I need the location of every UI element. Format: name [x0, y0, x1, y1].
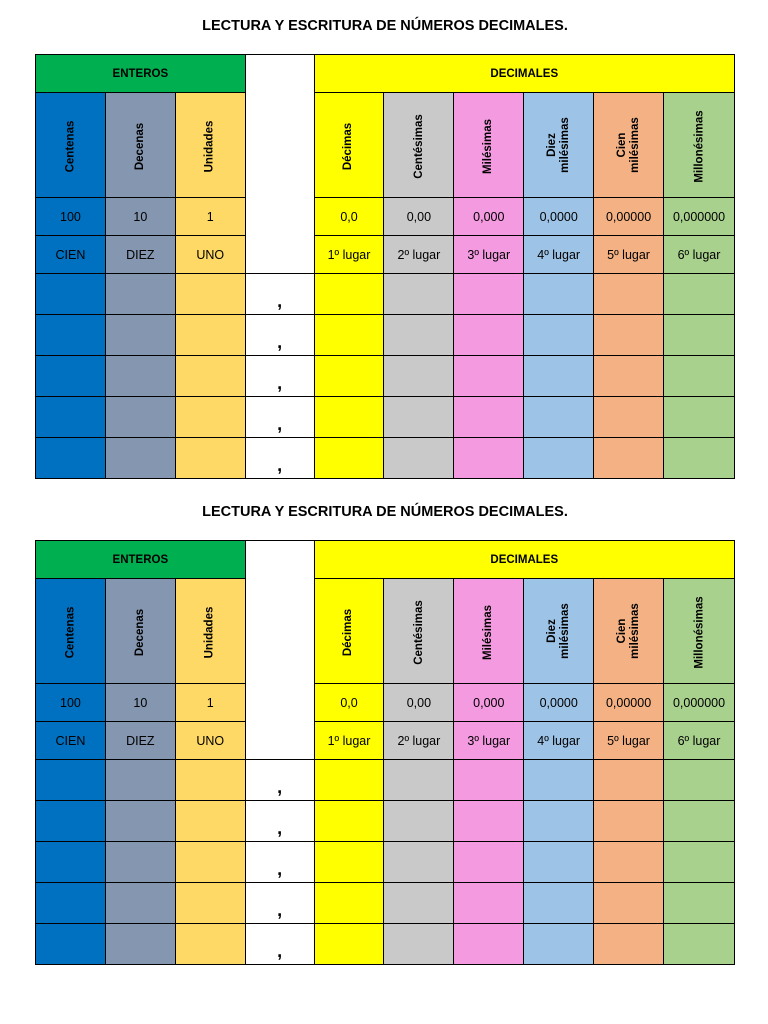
entry-cell[interactable]	[175, 924, 245, 965]
decimales-header: DECIMALES	[314, 541, 734, 579]
decimal-comma: ,	[277, 858, 283, 879]
place-value-cell: 0,0000	[524, 684, 594, 722]
column-name-cell	[524, 93, 594, 198]
entry-cell[interactable]	[594, 801, 664, 842]
entry-cell[interactable]	[105, 397, 175, 438]
comma-column-cell	[245, 722, 314, 760]
comma-column-cell	[245, 55, 314, 93]
entry-cell[interactable]	[384, 883, 454, 924]
entry-cell[interactable]	[664, 315, 735, 356]
entry-cell[interactable]	[664, 924, 735, 965]
entry-cell[interactable]	[524, 315, 594, 356]
decimales-header: DECIMALES	[314, 55, 734, 93]
comma-cell	[245, 842, 314, 883]
entry-cell[interactable]	[175, 274, 245, 315]
entry-cell[interactable]	[105, 842, 175, 883]
entry-cell[interactable]	[36, 397, 106, 438]
entry-cell[interactable]	[524, 274, 594, 315]
worksheet-title: LECTURA Y ESCRITURA DE NÚMEROS DECIMALES.	[202, 18, 568, 34]
place-word-cell: DIEZ	[105, 722, 175, 760]
place-position-cell: 4º lugar	[524, 722, 594, 760]
entry-cell[interactable]	[314, 274, 384, 315]
comma-column-cell	[245, 93, 314, 198]
column-name: Décimas	[342, 122, 355, 170]
entry-cell[interactable]	[105, 760, 175, 801]
entry-cell[interactable]	[594, 356, 664, 397]
place-word-cell: DIEZ	[105, 236, 175, 274]
place-value-table	[35, 54, 735, 479]
entry-cell[interactable]	[384, 924, 454, 965]
decimal-comma: ,	[277, 899, 283, 920]
place-position-cell: 6º lugar	[664, 722, 735, 760]
entry-cell[interactable]	[314, 883, 384, 924]
column-name: Millonésimas	[693, 109, 706, 183]
entry-cell[interactable]	[105, 883, 175, 924]
place-position-cell: 1º lugar	[314, 722, 384, 760]
column-name: Milésimas	[482, 118, 495, 174]
column-name: Unidades	[203, 120, 216, 172]
entry-cell[interactable]	[314, 397, 384, 438]
column-name: Decenas	[133, 122, 146, 170]
entry-cell[interactable]	[454, 438, 524, 479]
place-value-cell: 0,00	[384, 684, 454, 722]
entry-cell[interactable]	[524, 438, 594, 479]
place-position-cell: 6º lugar	[664, 236, 735, 274]
comma-column-cell	[245, 684, 314, 722]
entry-cell[interactable]	[664, 438, 735, 479]
entry-cell[interactable]	[454, 274, 524, 315]
decimal-comma: ,	[277, 817, 283, 838]
entry-cell[interactable]	[105, 801, 175, 842]
decimal-comma: ,	[277, 454, 283, 475]
column-name-cell	[454, 579, 524, 684]
column-name-cell	[454, 93, 524, 198]
place-word-cell: UNO	[175, 722, 245, 760]
place-value-cell: 0,0000	[524, 198, 594, 236]
place-value-cell: 100	[36, 684, 106, 722]
column-name-cell	[105, 579, 175, 684]
decimal-comma: ,	[277, 372, 283, 393]
entry-cell[interactable]	[384, 274, 454, 315]
entry-cell[interactable]	[454, 356, 524, 397]
place-value-table	[35, 540, 735, 965]
entry-cell[interactable]	[175, 438, 245, 479]
place-value-cell: 0,000	[454, 198, 524, 236]
entry-cell[interactable]	[384, 315, 454, 356]
entry-cell[interactable]	[384, 397, 454, 438]
entry-cell[interactable]	[175, 397, 245, 438]
entry-cell[interactable]	[524, 397, 594, 438]
place-position-cell: 4º lugar	[524, 236, 594, 274]
entry-cell[interactable]	[384, 438, 454, 479]
column-name: Cien milésimas	[615, 603, 641, 659]
entry-cell[interactable]	[454, 397, 524, 438]
entry-cell[interactable]	[524, 883, 594, 924]
place-value-cell: 10	[105, 684, 175, 722]
entry-cell[interactable]	[36, 842, 106, 883]
place-value-cell: 10	[105, 198, 175, 236]
column-name: Millonésimas	[693, 595, 706, 669]
entry-cell[interactable]	[105, 356, 175, 397]
entry-cell[interactable]	[384, 356, 454, 397]
place-value-cell: 1	[175, 198, 245, 236]
entry-cell[interactable]	[664, 356, 735, 397]
entry-cell[interactable]	[36, 924, 106, 965]
entry-cell[interactable]	[314, 356, 384, 397]
entry-cell[interactable]	[594, 438, 664, 479]
entry-cell[interactable]	[105, 924, 175, 965]
column-name: Centenas	[63, 606, 76, 658]
place-word-cell: CIEN	[36, 236, 106, 274]
entry-cell[interactable]	[454, 315, 524, 356]
comma-cell	[245, 883, 314, 924]
entry-cell[interactable]	[384, 801, 454, 842]
column-name-cell	[384, 579, 454, 684]
decimal-comma: ,	[277, 940, 283, 961]
entry-cell[interactable]	[454, 842, 524, 883]
entry-cell[interactable]	[175, 315, 245, 356]
comma-cell	[245, 801, 314, 842]
decimal-comma: ,	[277, 776, 283, 797]
place-value-cell: 0,000000	[664, 684, 735, 722]
place-position-cell: 2º lugar	[384, 236, 454, 274]
entry-cell[interactable]	[664, 274, 735, 315]
entry-cell[interactable]	[36, 883, 106, 924]
place-position-cell: 3º lugar	[454, 236, 524, 274]
entry-cell[interactable]	[594, 760, 664, 801]
entry-cell[interactable]	[594, 397, 664, 438]
place-position-cell: 2º lugar	[384, 722, 454, 760]
comma-cell	[245, 760, 314, 801]
place-value-cell: 0,000000	[664, 198, 735, 236]
entry-cell[interactable]	[314, 438, 384, 479]
entry-cell[interactable]	[314, 315, 384, 356]
entry-cell[interactable]	[594, 883, 664, 924]
column-name: Centésimas	[412, 599, 425, 665]
entry-cell[interactable]	[664, 801, 735, 842]
entry-cell[interactable]	[664, 883, 735, 924]
entry-cell[interactable]	[105, 274, 175, 315]
entry-cell[interactable]	[594, 924, 664, 965]
entry-cell[interactable]	[36, 438, 106, 479]
entry-cell[interactable]	[175, 883, 245, 924]
entry-cell[interactable]	[454, 801, 524, 842]
place-value-cell: 0,000	[454, 684, 524, 722]
entry-cell[interactable]	[314, 842, 384, 883]
place-value-cell: 0,0	[314, 198, 384, 236]
place-word-cell: UNO	[175, 236, 245, 274]
column-name-cell	[314, 93, 384, 198]
entry-cell[interactable]	[314, 801, 384, 842]
place-value-cell: 100	[36, 198, 106, 236]
decimal-comma: ,	[277, 290, 283, 311]
entry-cell[interactable]	[524, 356, 594, 397]
entry-cell[interactable]	[524, 801, 594, 842]
place-value-cell: 0,00000	[594, 684, 664, 722]
column-name-cell	[384, 93, 454, 198]
column-name-cell	[36, 93, 106, 198]
column-name: Centésimas	[412, 113, 425, 179]
entry-cell[interactable]	[664, 842, 735, 883]
decimal-comma: ,	[277, 413, 283, 434]
entry-cell[interactable]	[175, 801, 245, 842]
place-position-cell: 1º lugar	[314, 236, 384, 274]
entry-cell[interactable]	[384, 760, 454, 801]
column-name-cell	[664, 93, 735, 198]
entry-cell[interactable]	[454, 924, 524, 965]
entry-cell[interactable]	[524, 760, 594, 801]
column-name-cell	[105, 93, 175, 198]
entry-cell[interactable]	[664, 397, 735, 438]
column-name-cell	[175, 93, 245, 198]
column-name: Milésimas	[482, 604, 495, 660]
entry-cell[interactable]	[314, 924, 384, 965]
entry-cell[interactable]	[175, 842, 245, 883]
column-name: Decenas	[133, 608, 146, 656]
entry-cell[interactable]	[454, 883, 524, 924]
entry-cell[interactable]	[36, 315, 106, 356]
comma-cell	[245, 315, 314, 356]
place-value-cell: 0,00	[384, 198, 454, 236]
column-name-cell	[594, 93, 664, 198]
entry-cell[interactable]	[105, 438, 175, 479]
enteros-header: ENTEROS	[36, 55, 246, 93]
entry-cell[interactable]	[36, 760, 106, 801]
comma-cell	[245, 274, 314, 315]
column-name: Centenas	[63, 120, 76, 172]
entry-cell[interactable]	[384, 842, 454, 883]
entry-cell[interactable]	[36, 274, 106, 315]
worksheet-title: LECTURA Y ESCRITURA DE NÚMEROS DECIMALES.	[202, 504, 568, 520]
entry-cell[interactable]	[594, 842, 664, 883]
column-name-cell	[594, 579, 664, 684]
column-name-cell	[175, 579, 245, 684]
entry-cell[interactable]	[314, 760, 384, 801]
comma-column-cell	[245, 198, 314, 236]
column-name-cell	[314, 579, 384, 684]
place-position-cell: 5º lugar	[594, 236, 664, 274]
place-word-cell: CIEN	[36, 722, 106, 760]
place-value-cell: 0,0	[314, 684, 384, 722]
entry-cell[interactable]	[454, 760, 524, 801]
decimal-comma: ,	[277, 331, 283, 352]
column-name: Unidades	[203, 606, 216, 658]
entry-cell[interactable]	[175, 760, 245, 801]
comma-cell	[245, 924, 314, 965]
place-value-cell: 0,00000	[594, 198, 664, 236]
comma-cell	[245, 438, 314, 479]
entry-cell[interactable]	[594, 315, 664, 356]
column-name-cell	[524, 579, 594, 684]
entry-cell[interactable]	[594, 274, 664, 315]
place-position-cell: 3º lugar	[454, 722, 524, 760]
column-name: Décimas	[342, 608, 355, 656]
entry-cell[interactable]	[36, 801, 106, 842]
column-name-cell	[36, 579, 106, 684]
entry-cell[interactable]	[175, 356, 245, 397]
comma-column-cell	[245, 236, 314, 274]
comma-column-cell	[245, 579, 314, 684]
entry-cell[interactable]	[36, 356, 106, 397]
column-name-cell	[664, 579, 735, 684]
enteros-header: ENTEROS	[36, 541, 246, 579]
column-name: Diez milésimas	[545, 117, 571, 173]
comma-cell	[245, 397, 314, 438]
place-position-cell: 5º lugar	[594, 722, 664, 760]
comma-column-cell	[245, 541, 314, 579]
column-name: Cien milésimas	[615, 117, 641, 173]
column-name: Diez milésimas	[545, 603, 571, 659]
place-value-cell: 1	[175, 684, 245, 722]
entry-cell[interactable]	[524, 842, 594, 883]
entry-cell[interactable]	[664, 760, 735, 801]
entry-cell[interactable]	[105, 315, 175, 356]
entry-cell[interactable]	[524, 924, 594, 965]
comma-cell	[245, 356, 314, 397]
